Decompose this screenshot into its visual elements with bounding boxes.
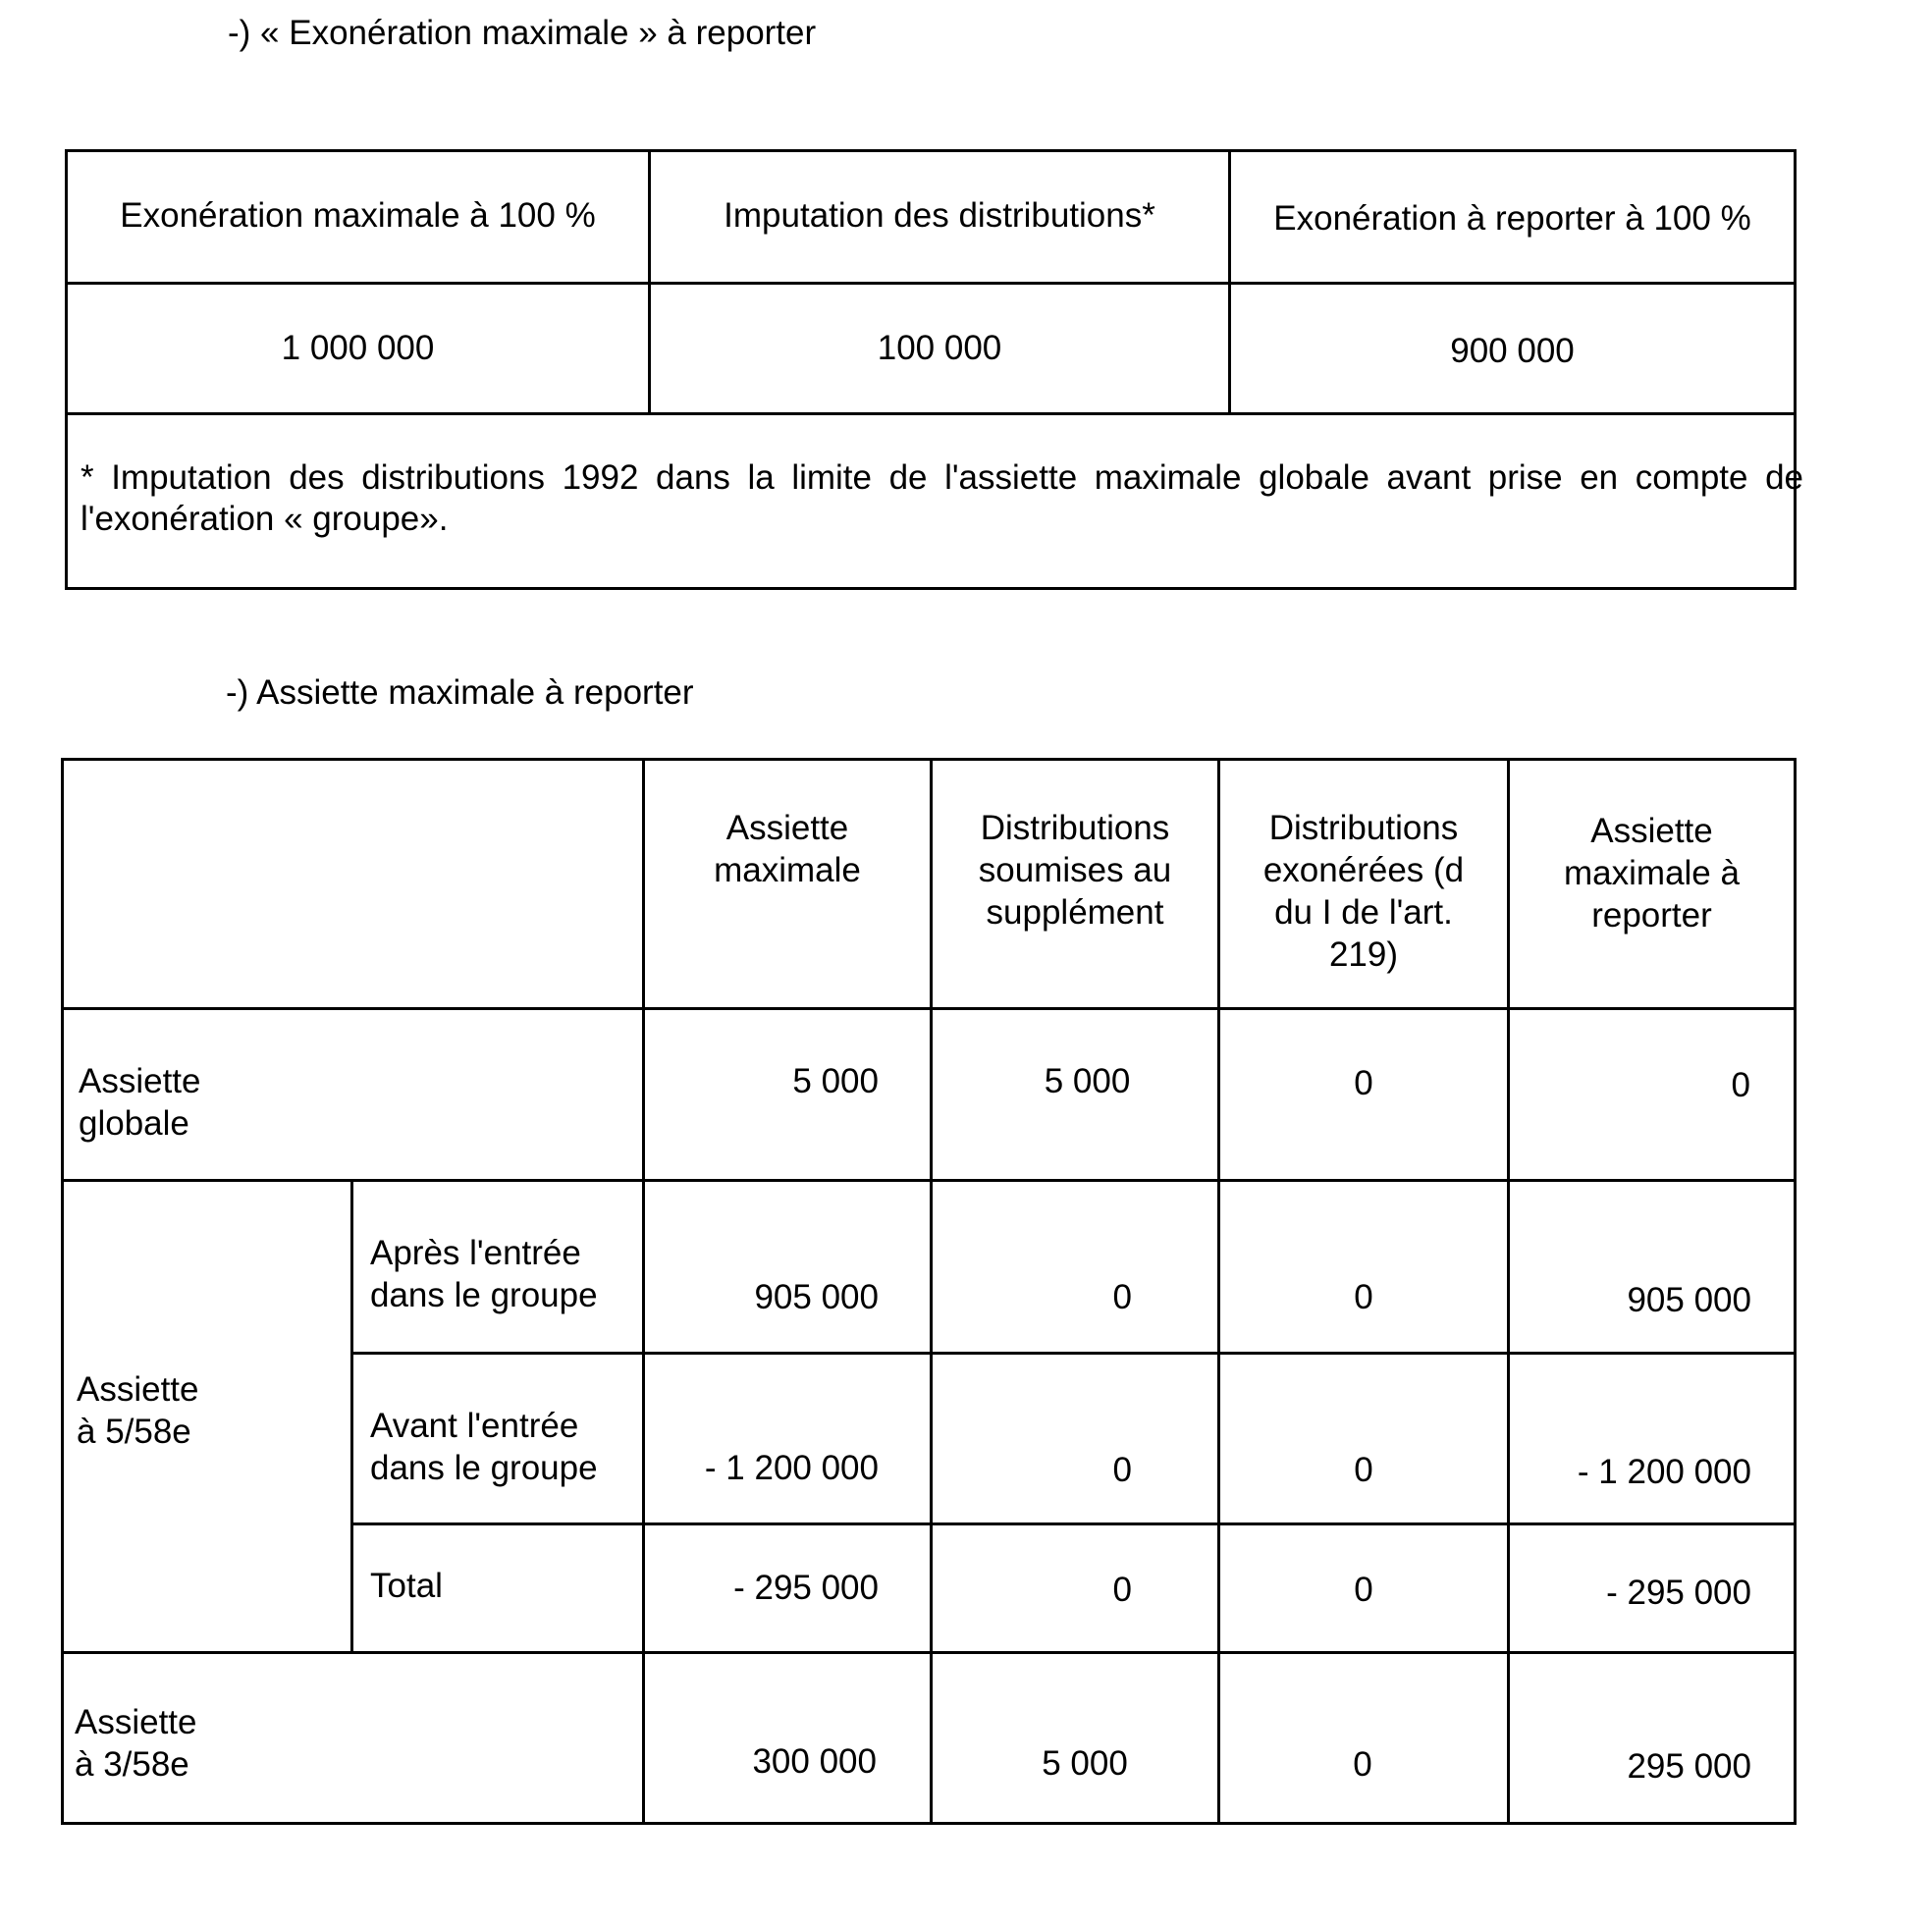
table-border <box>61 1007 1797 1010</box>
table-border <box>350 1179 353 1654</box>
table-border <box>65 149 1797 152</box>
value-exoneration-maximale: 1 000 000 <box>281 329 435 367</box>
cell-value: 905 000 <box>754 1278 879 1316</box>
label-line: Assiette <box>79 1062 201 1100</box>
header-line: du I de l'art. <box>1274 893 1453 932</box>
table-border <box>61 1179 1797 1182</box>
cell-value: 0 <box>1354 1571 1373 1609</box>
cell-value: - 295 000 <box>733 1569 879 1607</box>
header-assiette-maximale <box>645 807 930 891</box>
header-line: Distributions <box>980 809 1170 847</box>
header-distributions-exonerees <box>1220 807 1507 976</box>
cell-value: 0 <box>1731 1066 1750 1104</box>
section1-heading: -) « Exonération maximale » à reporter <box>228 14 817 52</box>
label-line: Après l'entrée <box>370 1234 581 1272</box>
cell-value: 5 000 <box>792 1062 879 1100</box>
cell-value: 5 000 <box>1044 1062 1131 1100</box>
header-line: maximale <box>714 851 861 889</box>
header-line: Assiette <box>1590 812 1713 850</box>
cell-value: 0 <box>1112 1571 1132 1609</box>
label-line: dans le groupe <box>370 1449 598 1487</box>
value-imputation-distributions: 100 000 <box>877 329 1002 367</box>
cell-value: 0 <box>1354 1278 1373 1316</box>
label-line: Assiette <box>75 1703 197 1741</box>
header-line: 219) <box>1328 935 1399 974</box>
table-border <box>61 1651 1797 1654</box>
header-exoneration-maximale: Exonération maximale à 100 % <box>120 196 596 235</box>
cell-value: 5 000 <box>1042 1744 1128 1783</box>
header-line: reporter <box>1591 896 1712 935</box>
cell-value: 295 000 <box>1627 1747 1751 1786</box>
cell-value: 0 <box>1112 1451 1132 1489</box>
cell-value: - 1 200 000 <box>704 1449 879 1487</box>
sublabel-avant-entree <box>370 1405 640 1489</box>
header-line: Assiette <box>725 809 849 847</box>
label-line: Avant l'entrée <box>370 1407 579 1445</box>
header-imputation-distributions: Imputation des distributions* <box>724 196 1155 235</box>
cell-value: 300 000 <box>752 1742 877 1781</box>
row-label-assiette-globale <box>79 1060 628 1145</box>
label-line: globale <box>79 1104 189 1143</box>
label-line: Assiette <box>77 1370 199 1409</box>
value-exoneration-a-reporter: 900 000 <box>1450 332 1575 370</box>
table-border <box>61 1822 1797 1825</box>
table-border <box>350 1352 1797 1355</box>
table-border <box>350 1522 1797 1525</box>
header-line: maximale à <box>1564 854 1740 892</box>
table-border <box>61 758 64 1825</box>
header-line: supplément <box>986 893 1164 932</box>
table-footnote: * Imputation des distributions 1992 dans la limite de l'assiette maximale globale avant prise en compte de l'exonération « groupe». <box>80 458 1803 538</box>
table-border <box>1794 758 1797 1825</box>
label-line: à 3/58e <box>75 1745 189 1784</box>
header-exoneration-a-reporter: Exonération à reporter à 100 % <box>1273 199 1751 238</box>
header-distributions-soumises <box>933 807 1217 934</box>
table-border <box>65 282 1797 285</box>
table-border <box>648 149 651 415</box>
label-line: à 5/58e <box>77 1413 191 1451</box>
header-assiette-a-reporter <box>1510 810 1794 936</box>
row-label-assiette-5-58e <box>77 1368 342 1453</box>
label-line: dans le groupe <box>370 1276 598 1314</box>
cell-value: 0 <box>1353 1745 1372 1784</box>
table-border <box>1228 149 1231 415</box>
table-border <box>65 587 1797 590</box>
cell-value: - 1 200 000 <box>1577 1453 1751 1491</box>
sublabel-apres-entree <box>370 1232 640 1316</box>
header-line: exonérées (d <box>1262 851 1465 889</box>
cell-value: 0 <box>1354 1064 1373 1102</box>
cell-value: 0 <box>1112 1278 1132 1316</box>
row-label-assiette-3-58e <box>75 1701 624 1786</box>
header-line: soumises au <box>978 851 1172 889</box>
cell-value: 0 <box>1354 1451 1373 1489</box>
cell-value: - 295 000 <box>1606 1574 1751 1612</box>
table-border <box>61 758 1797 761</box>
cell-value: 905 000 <box>1627 1281 1751 1319</box>
table-border <box>65 412 1797 415</box>
sublabel-total: Total <box>370 1567 443 1605</box>
section2-heading: -) Assiette maximale à reporter <box>226 673 694 712</box>
header-line: Distributions <box>1268 809 1459 847</box>
